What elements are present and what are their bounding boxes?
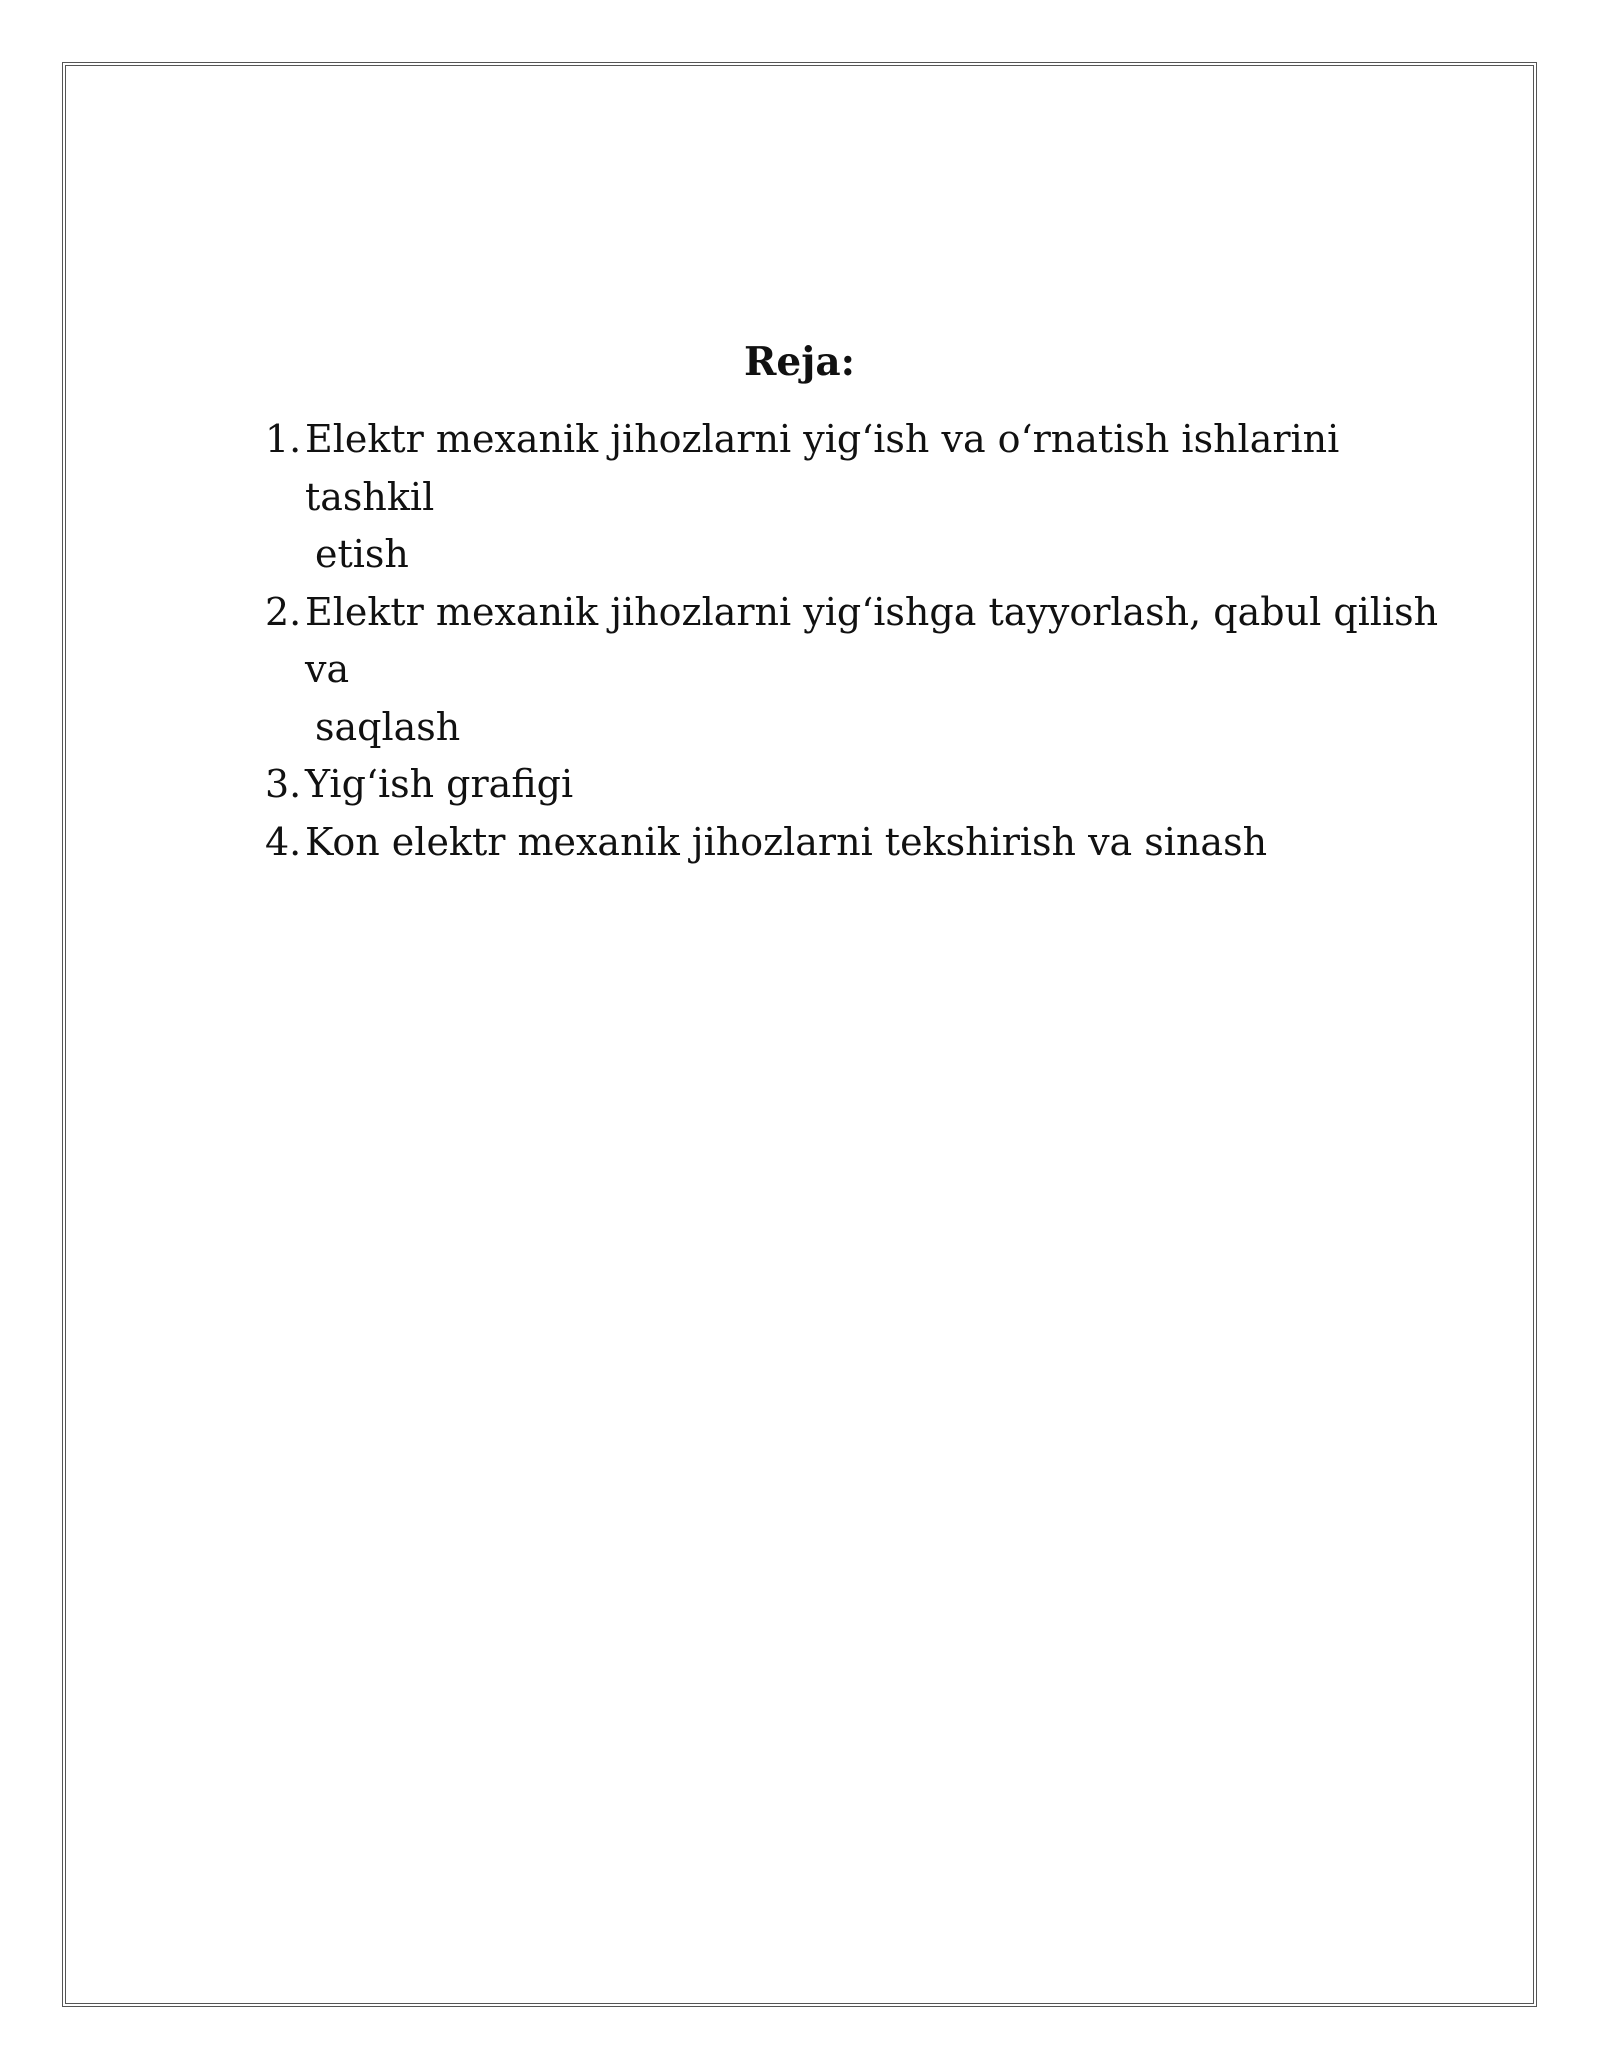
list-item bbox=[265, 814, 1455, 872]
page-title: Reja: bbox=[743, 339, 855, 385]
list-item-text bbox=[305, 584, 1455, 757]
list-item-text bbox=[305, 411, 1455, 584]
plan-list bbox=[265, 411, 1455, 871]
list-item-line: Elektr mexanik jihozlarni yig‘ishga tayyorlash, qabul qilish va bbox=[305, 589, 1439, 691]
list-item-number: 1. bbox=[265, 417, 302, 461]
list-item-number: 2. bbox=[265, 589, 302, 634]
list-item bbox=[265, 584, 1455, 757]
list-item-text bbox=[305, 814, 1455, 872]
list-item-number: 4. bbox=[265, 819, 302, 864]
list-item-line: etish bbox=[315, 532, 409, 576]
list-item-line: Yig‘ish grafigi bbox=[305, 762, 574, 806]
list-item-number: 3. bbox=[265, 762, 302, 806]
list-item-line: Elektr mexanik jihozlarni yig‘ish va o‘rnatish ishlarini tashkil bbox=[305, 417, 1340, 519]
list-item bbox=[265, 411, 1455, 584]
page-frame bbox=[62, 62, 1537, 2007]
list-item-line: saqlash bbox=[315, 704, 461, 749]
list-item bbox=[265, 756, 1455, 814]
list-item-line: Kon elektr mexanik jihozlarni tekshirish va sinash bbox=[305, 819, 1268, 864]
list-item-text bbox=[305, 756, 1455, 814]
